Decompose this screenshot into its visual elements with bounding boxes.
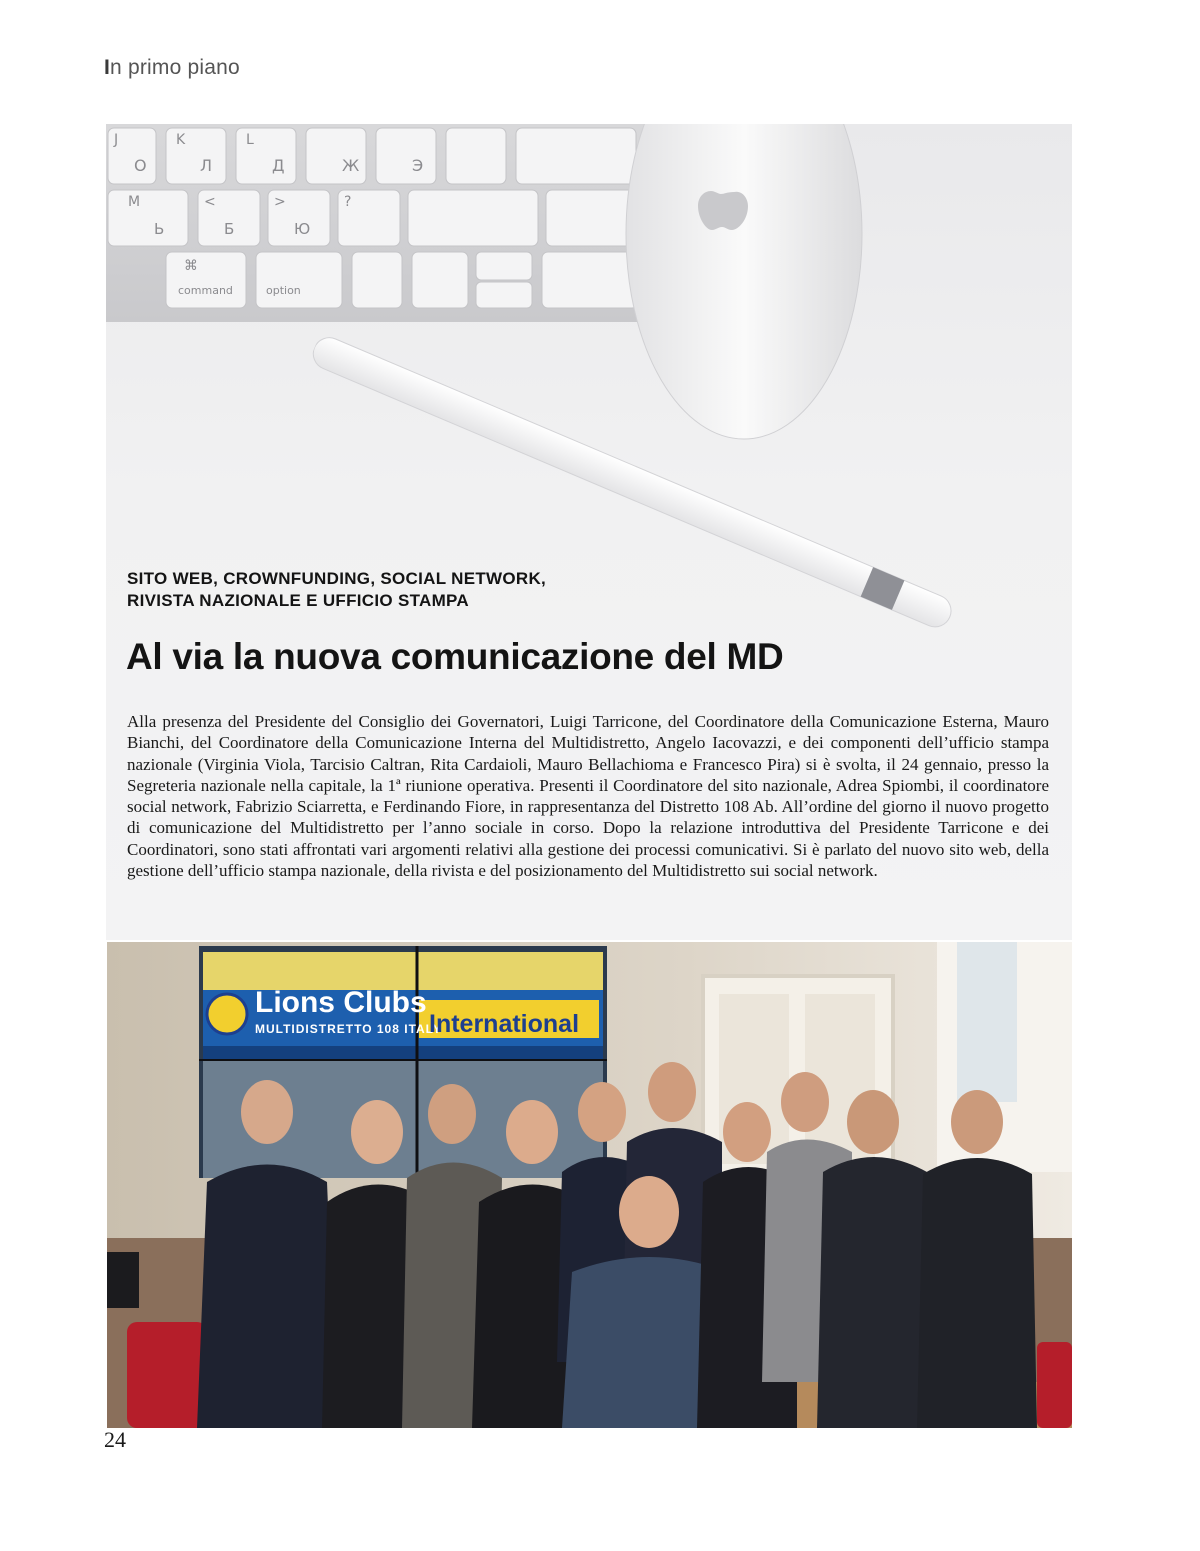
key-label: Л xyxy=(200,156,213,175)
key-label: > xyxy=(274,194,286,210)
key-label: J xyxy=(114,132,119,148)
section-label-rest: n primo piano xyxy=(110,56,240,79)
key-label: K xyxy=(176,132,186,148)
key-label: Ж xyxy=(342,156,360,175)
screen-brand-right: International xyxy=(429,1010,580,1038)
article-headline: Al via la nuova comunicazione del MD xyxy=(126,636,784,677)
key-label: command xyxy=(178,284,233,297)
group-photo-illustration xyxy=(107,942,1072,1428)
screen-brand-sub: MULTIDISTRETTO 108 ITALY xyxy=(255,1022,442,1036)
key-label: ? xyxy=(344,194,352,210)
page-number: 24 xyxy=(104,1427,126,1452)
key-label: L xyxy=(246,132,254,148)
key-label: Ю xyxy=(294,220,311,238)
kicker-line: RIVISTA NAZIONALE E UFFICIO STAMPA xyxy=(127,591,470,610)
kicker-line: SITO WEB, CROWNFUNDING, SOCIAL NETWORK, xyxy=(127,569,547,588)
article-body: Alla presenza del Presidente del Consiglio dei Governatori, Luigi Tarricone, del Coordinatore della Comunicazione Esterna, Mauro Bianchi, del Coordinatore della Comunicazione Interna del Multidistretto, Angelo Iacovazzi, e dei componenti dell’ufficio stampa nazionale (Virginia Viola, Tarcisio Caltran, Rita Cardaioli, Mauro Bellachioma e Francesco Pira) si è svolta, il 24 gennaio, presso la Segreteria nazionale nella capitale, la 1ª riunione operativa. Presenti il Coordinatore del sito nazionale, Adrea Spiombi, il coordinatore social network, Fabrizio Sciarretta, e Ferdinando Fiore, in rappresentanza del Distretto 108 Ab. All’ordine del giorno il nuovo progetto di comunicazione del Multidistretto per l’anno sociale in corso. Dopo la relazione introduttiva del Presidente Tarricone e dei Coordinatori, sono stati affrontati vari argomenti relativi alla gestione dei processi comunicativi. Si è parlato del nuovo sito web, della gestione dell’ufficio stampa nazionale, della rivista e del posizionamento del Multidistretto sui social network. xyxy=(127,712,1049,881)
key-label: Б xyxy=(224,220,235,238)
keyboard-labels xyxy=(106,124,666,324)
section-label xyxy=(104,56,240,80)
section-label-initial: I xyxy=(104,56,111,79)
command-symbol-icon: ⌘ xyxy=(184,258,198,274)
screen-brand-main: Lions Clubs xyxy=(255,986,427,1019)
key-label: Ь xyxy=(154,220,165,238)
article-kicker xyxy=(127,568,546,612)
key-label: О xyxy=(134,156,147,175)
key-label: Э xyxy=(412,156,424,175)
hero-photo-panel xyxy=(106,124,1072,940)
group-photo xyxy=(107,942,1072,1428)
key-label: option xyxy=(266,284,301,297)
key-label: < xyxy=(204,194,216,210)
key-label: Д xyxy=(272,156,285,175)
key-label: M xyxy=(128,194,141,210)
